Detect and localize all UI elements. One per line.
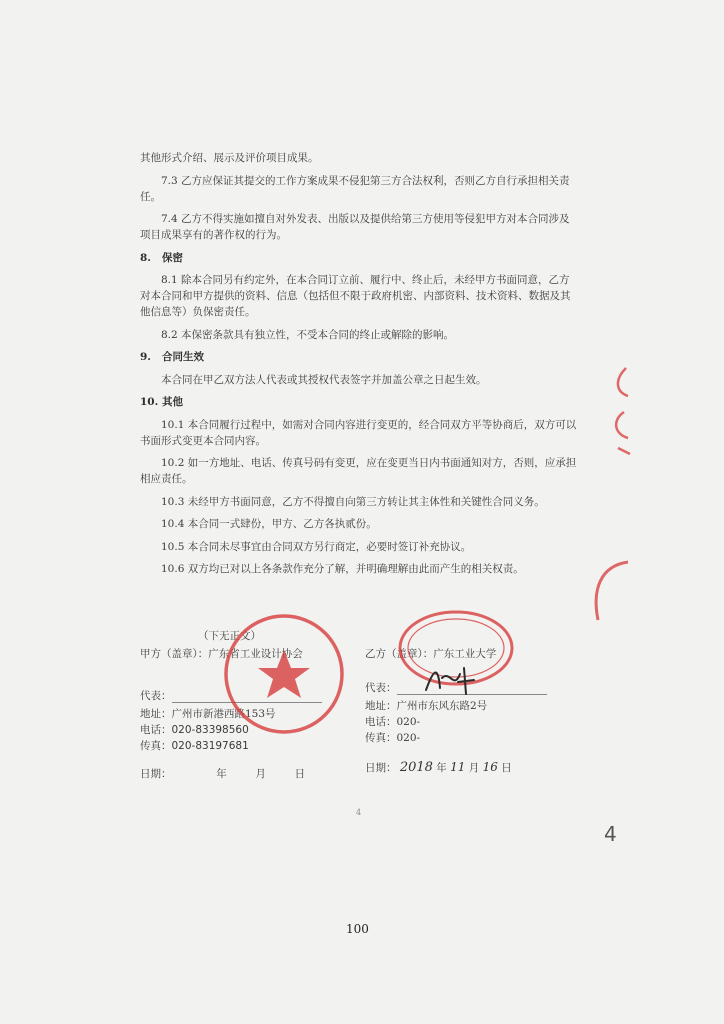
- party-b-date: 日期： 2018 年 11 月 16 日: [365, 760, 512, 775]
- section-number: 10.: [140, 396, 159, 408]
- paragraph: 其他形式介绍、展示及评价项目成果。: [140, 152, 319, 164]
- paragraph: 10.2 如一方地址、电话、传真号码有变更，应在变更当日内书面通知对方，否则，应承担相应责任。: [140, 457, 577, 485]
- section-title: 保密: [162, 251, 183, 264]
- section-title: 其他: [162, 396, 183, 408]
- party-b-rep: 代表：: [365, 680, 547, 695]
- party-a-date: 日期： 年 月 日: [140, 768, 306, 780]
- edge-seal-fragment-top: [606, 360, 636, 460]
- inner-page-number: 4: [356, 808, 362, 817]
- paragraph: 8.2 本保密条款具有独立性，不受本合同的终止或解除的影响。: [161, 328, 455, 341]
- party-a-label: 甲方（盖章）：广东省工业设计协会: [140, 648, 303, 660]
- paragraph: 10.4 本合同一式肆份，甲方、乙方各执贰份。: [161, 518, 377, 530]
- party-b-fax: 传真：020-: [365, 732, 421, 744]
- paragraph: 8.1 除本合同另有约定外，在本合同订立前、履行中、终止后，未经甲方书面同意，乙方对本合同和甲方提供的资料、信息（包括但不限于政府机密、内部资料、技术资料、数据及其他信息等）负保密责任。: [140, 274, 571, 318]
- section-number: 9.: [140, 351, 151, 363]
- paragraph: 本合同在甲乙双方法人代表或其授权代表签字并加盖公章之日起生效。: [161, 373, 487, 386]
- section-title: 合同生效: [162, 351, 204, 363]
- section-heading-10: [140, 394, 580, 410]
- no-text-below: （下无正文）: [198, 630, 261, 642]
- party-a-phone: 电话：020-83398560: [140, 724, 249, 736]
- handwritten-page-number: 4: [604, 822, 617, 846]
- edge-seal-fragment-bottom: [590, 560, 630, 630]
- paragraph: 7.3 乙方应保证其提交的工作方案成果不侵犯第三方合法权利，否则乙方自行承担相关责任。: [140, 174, 570, 203]
- section-heading-8: [140, 250, 580, 266]
- party-a-rep: 代表：: [140, 688, 322, 703]
- paragraph: 10.1 本合同履行过程中，如需对合同内容进行变更的，经合同双方平等协商后，双方可以书面形式变更本合同内容。: [140, 418, 577, 447]
- paragraph: 10.5 本合同未尽事宜由合同双方另行商定，必要时签订补充协议。: [161, 540, 472, 553]
- party-b-phone: 电话：020-: [365, 716, 421, 728]
- paragraph: 7.4 乙方不得实施如擅自对外发表、出版以及提供给第三方使用等侵犯甲方对本合同涉及项目成果享有的著作权的行为。: [140, 213, 570, 241]
- page-number: 100: [346, 922, 369, 936]
- party-b-label: 乙方（盖章）：广东工业大学: [365, 648, 497, 660]
- star-icon: [258, 650, 310, 698]
- section-number: 8.: [140, 251, 151, 264]
- party-a-fax: 传真：020-83197681: [140, 740, 249, 752]
- handwritten-signature: [420, 660, 480, 700]
- section-heading-9: [140, 349, 580, 365]
- party-a-address: 地址：广州市新港西路153号: [140, 708, 276, 720]
- paragraph: 10.3 未经甲方书面同意，乙方不得擅自向第三方转让其主体性和关键性合同义务。: [161, 495, 545, 508]
- party-b-address: 地址：广州市东风东路2号: [365, 700, 488, 712]
- party-a-seal: [222, 612, 346, 736]
- paragraph: 10.6 双方均已对以上各条款作充分了解，并明确理解由此而产生的相关权责。: [161, 563, 524, 575]
- contract-body: [140, 150, 580, 584]
